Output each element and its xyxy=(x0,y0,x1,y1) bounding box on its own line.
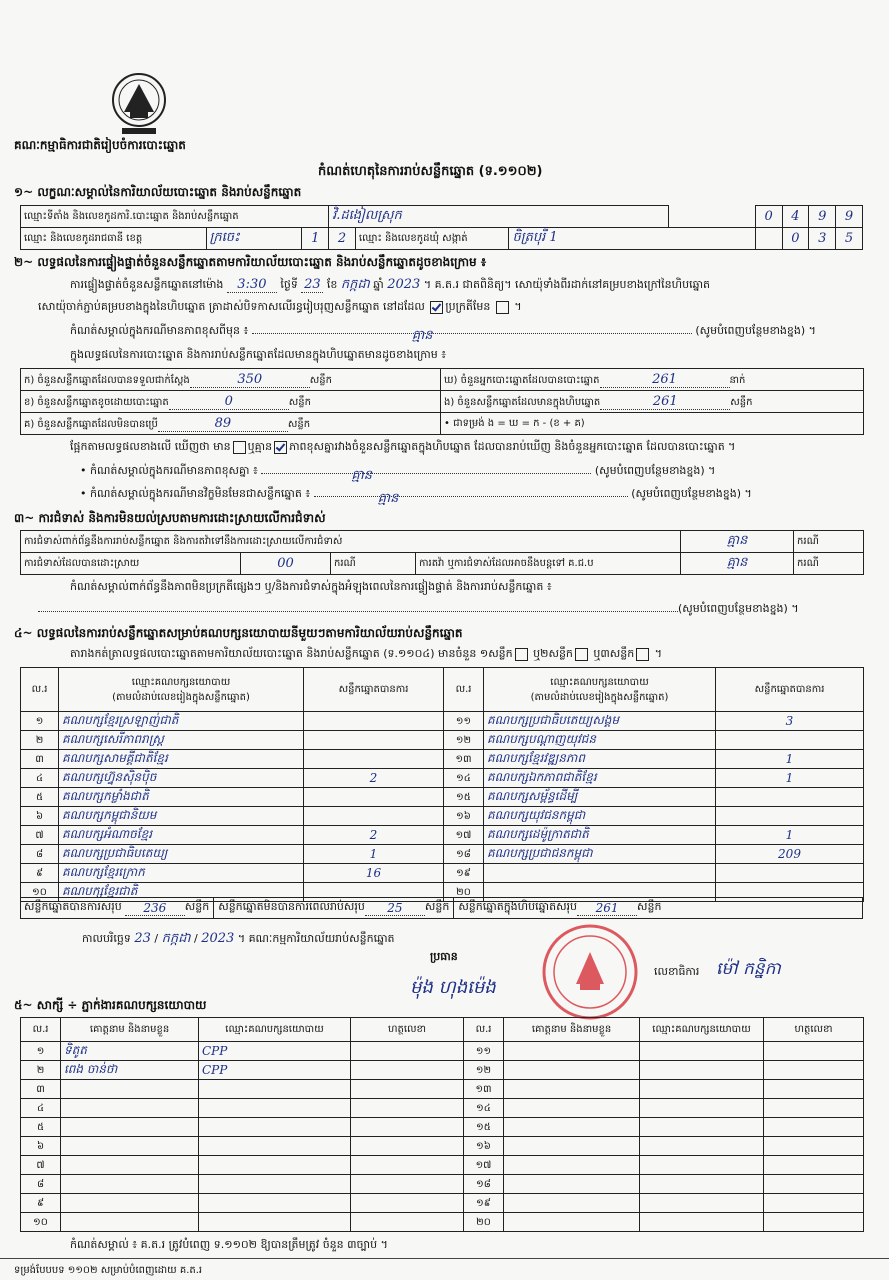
witness-name xyxy=(61,1175,199,1194)
verify-year: 2023 xyxy=(387,277,421,292)
s2-bullet1 xyxy=(80,464,716,483)
party-number: ១៥ xyxy=(444,788,484,807)
w-header-name: គោត្តនាម និងនាមខ្លួន xyxy=(504,1018,640,1042)
party-name: គណបក្សប្រជាធិបតេយ្យ xyxy=(59,845,304,864)
witness-number: ១៣ xyxy=(464,1080,504,1099)
witness-signature[interactable] xyxy=(351,1042,464,1061)
unit: សន្លឹក xyxy=(424,900,450,913)
party-name: គណបក្សសម្ព័ន្ធដើម្បី xyxy=(484,788,716,807)
diff-label: ផ្អែកតាមលទ្ធផលខាងលើ ឃើញថា មាន xyxy=(70,440,231,453)
party-name: គណបក្សសាមគ្គីជាតិខ្មែរ xyxy=(59,750,304,769)
w-header-name: គោត្តនាម និងនាមខ្លួន xyxy=(61,1018,199,1042)
party-number: ១៩ xyxy=(444,864,484,883)
party-name: គណបក្សប្រជាជនកម្ពុជា xyxy=(484,845,716,864)
witness-row xyxy=(21,1156,864,1175)
witness-party: CPP xyxy=(199,1061,351,1080)
party-row xyxy=(21,750,864,769)
party-votes: 3 xyxy=(716,712,864,731)
witness-signature[interactable] xyxy=(351,1080,464,1099)
witness-number: ១៥ xyxy=(464,1118,504,1137)
party-number: ១០ xyxy=(21,883,59,902)
party-number: ៩ xyxy=(21,864,59,883)
party-votes: 1 xyxy=(716,750,864,769)
or-word: ឬ xyxy=(533,647,541,660)
witness-table xyxy=(20,1017,864,1232)
party-votes: 209 xyxy=(716,845,864,864)
party-votes xyxy=(716,731,864,750)
witness-number: ៨ xyxy=(21,1175,61,1194)
party-votes xyxy=(716,864,864,883)
spoiled-label: ខ) ចំនួនសន្លឹកឆ្នោតខូចដោយបោះឆ្នោត xyxy=(24,396,169,408)
witness-signature[interactable] xyxy=(764,1156,864,1175)
s5-note: កំណត់សម្គាល់ ៖ គ.ត.រ ត្រូវបំពេញ ទ.១១០២ ឱ្យបានត្រឹមត្រូវ ចំនួន ៣ច្បាប់ ។ xyxy=(70,1238,388,1251)
witness-row xyxy=(21,1213,864,1232)
resolved-label: ការជំទាស់ដែលបានដោះស្រាយ xyxy=(21,553,241,575)
party-number: ៧ xyxy=(21,826,59,845)
s1-table xyxy=(20,205,863,250)
witness-number: ១៩ xyxy=(464,1194,504,1213)
party-name: គណបក្សដេម៉ូក្រាតជាតិ xyxy=(484,826,716,845)
witness-party[interactable] xyxy=(640,1118,764,1137)
witness-signature[interactable] xyxy=(764,1061,864,1080)
witness-number: ១០ xyxy=(21,1213,61,1232)
bullet1-end: (សូមបំពេញបន្ថែមខាងខ្នង) ។ xyxy=(594,464,716,477)
witness-name xyxy=(61,1118,199,1137)
committee-label: ។ គណៈកម្មការិយាល័យរាប់សន្លឹកឆ្នោត xyxy=(237,932,395,945)
witness-name[interactable] xyxy=(504,1080,640,1099)
voters-label: ឃ) ចំនួនអ្នកបោះឆ្នោតដែលបានបោះឆ្នោត xyxy=(444,374,600,386)
header-valid-votes: សន្លឹកឆ្នោតបានការ xyxy=(304,668,444,712)
verify-day-label: ថ្ងៃទី xyxy=(280,278,298,291)
received-value: 350 xyxy=(237,371,263,387)
party-row xyxy=(21,826,864,845)
party-number: ២ xyxy=(21,731,59,750)
header-no: ល.រ xyxy=(21,668,59,712)
s2-subhead: ក្នុងលទ្ធផលនៃការបោះឆ្នោត និងការរាប់សន្លឹកឆ្នោតដែលមានក្នុងហិបឆ្នោតមានដូចខាងក្រោម ៖ xyxy=(70,348,447,361)
commune-code-digit: 0 xyxy=(782,228,809,250)
witness-name[interactable] xyxy=(504,1137,640,1156)
s3-note-end: (សូមបំពេញបន្ថែមខាងខ្នង) ។ xyxy=(678,602,799,615)
party-number: ១៨ xyxy=(444,845,484,864)
commune-code-digit: 5 xyxy=(836,228,863,250)
witness-number: ១៨ xyxy=(464,1175,504,1194)
seal-text: សោយ៉ុចាក់ភ្ជាប់គម្របខាងក្នុងនៃហិបឆ្នោត ត្រាដាស់បិទកាសលើរន្ធរៀបរុញសន្លឹកឆ្នោត នៅដដែល xyxy=(38,300,425,313)
note-end: (សូមបំពេញបន្ថែមខាងខ្នង) ។ xyxy=(695,324,816,337)
witness-signature[interactable] xyxy=(351,1175,464,1194)
station-code-digit: 9 xyxy=(836,206,863,228)
witness-party[interactable] xyxy=(640,1213,764,1232)
witness-party[interactable] xyxy=(640,1137,764,1156)
s2-diff-line xyxy=(70,440,735,456)
witness-name xyxy=(61,1137,199,1156)
witness-name[interactable] xyxy=(504,1156,640,1175)
header-party: ឈ្មោះគណបក្សនយោបាយ xyxy=(131,676,231,688)
witness-signature[interactable] xyxy=(764,1194,864,1213)
bullet2-end: (សូមបំពេញបន្ថែមខាងខ្នង) ។ xyxy=(631,487,752,500)
bullet2-label: • កំណត់សម្គាល់ក្នុងករណីមានវិក្ខមិនមែនជាសន្លឹកឆ្នោត ៖ xyxy=(80,487,311,500)
formula: • ជាទម្រង់ ង = ឃ = ក - (ខ + គ) xyxy=(441,413,864,435)
party-name: គណបក្សខ្មែរវឌ្ឍនភាព xyxy=(484,750,716,769)
witness-signature[interactable] xyxy=(764,1042,864,1061)
witness-name xyxy=(61,1099,199,1118)
bullet1-value: គ្មាន xyxy=(351,468,372,483)
results-table xyxy=(20,368,864,435)
verify-month-label: ខែ xyxy=(326,278,338,291)
verify-year-label: ឆ្នាំ xyxy=(373,278,384,291)
date-year: 2023 xyxy=(201,931,235,946)
or-word: ឬ xyxy=(593,647,601,660)
unit: ករណី xyxy=(331,553,416,575)
section3-heading: ៣~ ការជំទាស់ និងការមិនយល់ស្របតាមការដោះស្រាយលើការជំទាស់ xyxy=(14,511,326,525)
party-name: គណបក្សអំណាចខ្មែរ xyxy=(59,826,304,845)
sheet3-label: ៣សន្លឹក xyxy=(600,647,635,660)
party-row xyxy=(21,731,864,750)
witness-number: ៣ xyxy=(21,1080,61,1099)
chair-signature: ម៉ុង ហុងម៉េង xyxy=(410,977,496,998)
witness-row xyxy=(21,1175,864,1194)
diff-yes-checkbox[interactable] xyxy=(233,441,246,454)
date-day: 23 xyxy=(134,931,151,946)
polling-station-label: ឈ្មោះទីតាំង និងលេខកូដការិ.បោះឆ្នោត និងរាប់សន្លឹកឆ្នោត xyxy=(21,206,329,228)
unit: សន្លឹក xyxy=(288,396,311,408)
s2-verify-line xyxy=(70,276,710,295)
unit: សន្លឹក xyxy=(287,418,311,430)
yes-checkbox[interactable] xyxy=(430,301,443,314)
witness-name xyxy=(61,1080,199,1099)
party-votes xyxy=(304,807,444,826)
unit: សន្លឹក xyxy=(184,900,210,913)
party-name: គណបក្សខ្មែរស្រឡាញ់ជាតិ xyxy=(59,712,304,731)
witness-party[interactable] xyxy=(640,1080,764,1099)
witness-row xyxy=(21,1118,864,1137)
received-label: ក) ចំនួនសន្លឹកឆ្នោតដែលបានទទួលជាក់ស្តែង xyxy=(24,374,190,386)
form-title: កំណត់ហេតុនៃការរាប់សន្លឹកឆ្នោត (ទ.១១០២) xyxy=(318,164,543,179)
witness-signature[interactable] xyxy=(351,1156,464,1175)
header-party-order: (តាមលំដាប់លេខរៀងក្នុងសន្លឹកឆ្នោត) xyxy=(112,691,250,703)
date-label: កាលបរិច្ឆេទ xyxy=(82,932,131,945)
witness-party xyxy=(199,1080,351,1099)
party-votes xyxy=(716,788,864,807)
diff-no-label: ឬគ្មាន xyxy=(247,440,273,453)
unused-value: 89 xyxy=(214,415,232,431)
witness-party[interactable] xyxy=(640,1061,764,1080)
witness-number: ៩ xyxy=(21,1194,61,1213)
sheet2-label: ២សន្លឹក xyxy=(540,647,573,660)
witness-number: ៦ xyxy=(21,1137,61,1156)
party-votes: 1 xyxy=(716,769,864,788)
verify-text: ។ គ.ត.រ ជាតពិនិត្យ។ សោយ៉ុទាំងពីរដាក់នៅគម្របខាងក្រៅនៃហិបឆ្នោត xyxy=(423,278,711,291)
date-line: កាលបរិច្ឆេទ 23 / កក្កដា / 2023 ។ គណៈកម្មការិយាល័យរាប់សន្លឹកឆ្នោត xyxy=(82,931,395,946)
province-value: ក្រចេះ xyxy=(206,228,302,250)
objections-value: គ្មាន xyxy=(681,531,794,553)
unit: សន្លឹក xyxy=(309,374,332,386)
witness-name[interactable] xyxy=(504,1194,640,1213)
appeal-value: គ្មាន xyxy=(681,553,794,575)
witness-party xyxy=(199,1175,351,1194)
note-label: កំណត់សម្គាល់ក្នុងករណីមានភាពខុសពីមុន ៖ xyxy=(70,324,249,337)
party-votes xyxy=(304,750,444,769)
valid-total-value: 236 xyxy=(143,900,167,915)
witness-name[interactable] xyxy=(504,1213,640,1232)
party-votes: 16 xyxy=(304,864,444,883)
witness-signature[interactable] xyxy=(764,1213,864,1232)
party-name: គណបក្សកម្លាំងជាតិ xyxy=(59,788,304,807)
witness-party: CPP xyxy=(199,1042,351,1061)
section1-heading: ១~ លក្ខណៈសម្គាល់នៃការិយាល័យបោះឆ្នោត និងរាប់សន្លឹកឆ្នោត xyxy=(14,185,302,199)
party-number: ១៤ xyxy=(444,769,484,788)
appeal-label: ការតវ៉ា ឬការជំទាស់ដែលអាចនឹងបន្តទៅ គ.ជ.ប xyxy=(416,553,681,575)
header-party: ឈ្មោះគណបក្សនយោបាយ xyxy=(550,676,649,688)
verify-day: 23 xyxy=(301,277,323,293)
witness-row xyxy=(21,1099,864,1118)
party-row xyxy=(21,845,864,864)
no-checkbox[interactable] xyxy=(496,301,509,314)
header-valid-votes: សន្លឹកឆ្នោតបានការ xyxy=(716,668,864,712)
party-number: ១៦ xyxy=(444,807,484,826)
witness-name[interactable] xyxy=(504,1099,640,1118)
party-number: ៦ xyxy=(21,807,59,826)
witness-signature[interactable] xyxy=(351,1194,464,1213)
org-name: គណៈកម្មាធិការជាតិរៀបចំការបោះឆ្នោត xyxy=(14,138,186,152)
unit: ករណី xyxy=(794,531,864,553)
witness-party xyxy=(199,1156,351,1175)
party-name: គណបក្សយុវជនកម្ពុជា xyxy=(484,807,716,826)
witness-row xyxy=(21,1137,864,1156)
invalid-total-value: 25 xyxy=(387,900,403,915)
header-party-order: (តាមលំដាប់លេខរៀងក្នុងសន្លឹកឆ្នោត) xyxy=(530,691,669,703)
s2-bullet2 xyxy=(80,487,752,506)
party-row xyxy=(21,864,864,883)
sheet3-checkbox[interactable] xyxy=(636,648,649,661)
party-votes: 2 xyxy=(304,769,444,788)
voters-value: 261 xyxy=(652,371,677,387)
party-number: ៥ xyxy=(21,788,59,807)
valid-total-label: សន្លឹកឆ្នោតបានការសរុប xyxy=(24,900,122,913)
witness-signature[interactable] xyxy=(764,1080,864,1099)
in-box-value: 261 xyxy=(652,393,678,409)
witness-number: ២០ xyxy=(464,1213,504,1232)
commune-code-digit: 3 xyxy=(809,228,836,250)
witness-number: ១ xyxy=(21,1042,61,1061)
party-name: គណបក្សសេរីភាពរាស្ត្រ xyxy=(59,731,304,750)
section5-heading: ៥~ សាក្សី ÷ ភ្នាក់ងារគណបក្សនយោបាយ xyxy=(14,998,207,1012)
party-row xyxy=(21,788,864,807)
section2-heading: ២~ លទ្ធផលនៃការផ្ទៀងផ្ទាត់ចំនួនសន្លឹកឆ្នោតតាមការិយាល័យបោះឆ្នោត និងរាប់សន្លឹកឆ្នោតដូចខាងក្រោម ៖ xyxy=(14,255,487,269)
witness-number: ១៦ xyxy=(464,1137,504,1156)
diff-text: ភាពខុសគ្នារវាងចំនួនសន្លឹកឆ្នោតក្នុងហិបឆ្នោត ដែលបានរាប់ឃើញ និងចំនួនអ្នកបោះឆ្នោត ដែលបានបោះឆ្នោត ។ xyxy=(289,440,736,453)
witness-name: ពេង ចាន់ថា xyxy=(61,1061,199,1080)
polling-station-value: វិ.ដងៀលស្រុក xyxy=(332,208,402,223)
party-votes xyxy=(304,712,444,731)
unit: សន្លឹក xyxy=(637,900,662,913)
in-box-label: ង) ចំនួនសន្លឹកឆ្នោតដែលមានក្នុងហិបឆ្នោត xyxy=(444,396,601,408)
witness-row xyxy=(21,1080,864,1099)
diff-no-checkbox[interactable] xyxy=(274,441,287,454)
witness-number: ២ xyxy=(21,1061,61,1080)
unused-label: គ) ចំនួនសន្លឹកឆ្នោតដែលមិនបានប្រើ xyxy=(24,418,158,430)
party-number: ១២ xyxy=(444,731,484,750)
verify-time: 3:30 xyxy=(227,277,277,293)
nec-logo xyxy=(110,70,168,138)
party-row xyxy=(21,769,864,788)
witness-party xyxy=(199,1118,351,1137)
form-footer: ទម្រង់បែបបទ ១១០២ សម្រាប់បំពេញដោយ គ.ត.រ xyxy=(14,1265,203,1276)
party-number: ៣ xyxy=(21,750,59,769)
witness-name xyxy=(61,1213,199,1232)
intro-text: តារាងកត់ត្រាលទ្ធផលបោះឆ្នោតតាមការិយាល័យបោះឆ្នោត និងរាប់សន្លឹកឆ្នោត (ទ.១១០៤) មានចំនួន ១សន្លឹក xyxy=(70,647,513,660)
witness-number: ១១ xyxy=(464,1042,504,1061)
date-month: កក្កដា xyxy=(161,931,191,946)
witness-signature[interactable] xyxy=(351,1213,464,1232)
witness-name[interactable] xyxy=(504,1118,640,1137)
province-code-digit: 1 xyxy=(302,228,329,250)
party-name xyxy=(484,864,716,883)
witness-number: ៥ xyxy=(21,1118,61,1137)
box-total-label: សន្លឹកឆ្នោតក្នុងហិបឆ្នោតសរុប xyxy=(458,900,578,913)
party-name: គណបក្សខ្មែរជាតិ xyxy=(59,883,304,902)
province-label: ឈ្មោះ និងលេខកូដរាជធានី ខេត្ត xyxy=(21,228,207,250)
party-number: ១១ xyxy=(444,712,484,731)
resolved-value: 00 xyxy=(241,553,331,575)
witness-name[interactable] xyxy=(504,1175,640,1194)
witness-number: ៤ xyxy=(21,1099,61,1118)
party-number: ១៣ xyxy=(444,750,484,769)
w-header-signature: ហត្ថលេខា xyxy=(351,1018,464,1042)
party-name: គណបក្សហ្វ៊ុនស៊ិនប៉ិច xyxy=(59,769,304,788)
witness-signature[interactable] xyxy=(351,1118,464,1137)
unit: នាក់ xyxy=(729,374,746,386)
secretary-label: លេខាធិការ xyxy=(654,965,700,978)
station-code-digit: 4 xyxy=(782,206,809,228)
witness-signature[interactable] xyxy=(351,1061,464,1080)
witness-number: ១២ xyxy=(464,1061,504,1080)
party-name: គណបក្សបណ្តាញយុវជន xyxy=(484,731,716,750)
witness-party xyxy=(199,1213,351,1232)
party-name: គណបក្សខ្មែរក្រោក xyxy=(59,864,304,883)
w-header-party: ឈ្មោះគណបក្សនយោបាយ xyxy=(199,1018,351,1042)
secretary-signature: ម៉ៅ កន្និកា xyxy=(716,959,781,979)
unit: ករណី xyxy=(794,553,864,575)
w-header-no: ល.រ xyxy=(464,1018,504,1042)
spoiled-value: 0 xyxy=(224,393,233,409)
s2-seal-line: សោយ៉ុចាក់ភ្ជាប់គម្របខាងក្នុងនៃហិបឆ្នោត ត្រាដាស់បិទកាសលើរន្ធរៀបរុញសន្លឹកឆ្នោត នៅដដែល ប្រក្រតីមែន ។ xyxy=(38,300,522,313)
party-votes xyxy=(304,731,444,750)
witness-party xyxy=(199,1137,351,1156)
bullet1-label: • កំណត់សម្គាល់ក្នុងករណីមានភាពខុសគ្នា ៖ xyxy=(80,464,258,477)
sheet2-checkbox[interactable] xyxy=(575,648,588,661)
witness-signature[interactable] xyxy=(764,1099,864,1118)
commune-label: ឈ្មោះ និងលេខកូដឃុំ សង្កាត់ xyxy=(355,228,509,250)
witness-name xyxy=(61,1156,199,1175)
box-total-value: 261 xyxy=(595,900,619,915)
party-row xyxy=(21,712,864,731)
witness-party[interactable] xyxy=(640,1194,764,1213)
note-value: គ្មាន xyxy=(411,328,433,343)
party-number: ៨ xyxy=(21,845,59,864)
witness-signature[interactable] xyxy=(764,1118,864,1137)
witness-party[interactable] xyxy=(640,1042,764,1061)
w-header-no: ល.រ xyxy=(21,1018,61,1042)
s3-note-line xyxy=(38,602,799,618)
party-votes: 1 xyxy=(716,826,864,845)
party-number: ២០ xyxy=(444,883,484,902)
witness-party xyxy=(199,1194,351,1213)
verify-month: កក្កដា xyxy=(340,277,370,292)
yes-label: ប្រក្រតីមែន xyxy=(445,300,491,313)
party-votes xyxy=(304,788,444,807)
party-votes: 1 xyxy=(304,845,444,864)
section4-heading: ៤~ លទ្ធផលនៃការរាប់សន្លឹកឆ្នោតសម្រាប់គណបក្សនយោបាយនីមួយៗតាមការិយាល័យរាប់សន្លឹកឆ្នោត xyxy=(14,626,463,640)
witness-row xyxy=(21,1042,864,1061)
w-header-signature: ហត្ថលេខា xyxy=(764,1018,864,1042)
totals-row xyxy=(20,897,863,919)
official-stamp xyxy=(540,922,640,1022)
party-number: ១ xyxy=(21,712,59,731)
witness-party[interactable] xyxy=(640,1099,764,1118)
party-name: គណបក្សប្រជាធិបតេយ្យសង្គម xyxy=(484,712,716,731)
witness-row xyxy=(21,1061,864,1080)
witness-number: ៧ xyxy=(21,1156,61,1175)
witness-name[interactable] xyxy=(504,1042,640,1061)
witness-name[interactable] xyxy=(504,1061,640,1080)
party-votes xyxy=(716,807,864,826)
objections-table xyxy=(20,530,864,575)
s3-note: កំណត់សម្គាល់ពាក់ព័ន្ធនឹងភាពមិនប្រក្រតីផ្សេងៗ ឬ/និងការជំទាស់ក្នុងអំឡុងពេលនៃការផ្ទៀងផ្ទាត់ និងការរាប់សន្លឹកឆ្នោត ៖ xyxy=(70,580,552,593)
station-code-digit: 9 xyxy=(809,206,836,228)
province-code-digit: 2 xyxy=(329,228,356,250)
witness-row xyxy=(21,1194,864,1213)
party-number: ១៧ xyxy=(444,826,484,845)
chair-label: ប្រធាន xyxy=(430,950,458,963)
party-name: គណបក្សកម្ពុជានិយម xyxy=(59,807,304,826)
witness-signature[interactable] xyxy=(351,1099,464,1118)
w-header-party: ឈ្មោះគណបក្សនយោបាយ xyxy=(640,1018,764,1042)
s4-intro: តារាងកត់ត្រាលទ្ធផលបោះឆ្នោតតាមការិយាល័យបោះឆ្នោត និងរាប់សន្លឹកឆ្នោត (ទ.១១០៤) មានចំនួន ១សន្លឹក ឬ២សន្លឹក ឬ៣សន្លឹក ។ xyxy=(70,647,662,660)
unit: សន្លឹក xyxy=(730,396,753,408)
bullet2-value: គ្មាន xyxy=(377,491,399,506)
commune-value: ចិត្របុរី 1 xyxy=(509,228,755,250)
witness-party[interactable] xyxy=(640,1175,764,1194)
witness-party[interactable] xyxy=(640,1156,764,1175)
witness-number: ១៧ xyxy=(464,1156,504,1175)
witness-name xyxy=(61,1194,199,1213)
s2-note-line xyxy=(70,324,816,343)
witness-number: ១៤ xyxy=(464,1099,504,1118)
party-row xyxy=(21,807,864,826)
verify-time-label: ការផ្ទៀងផ្ទាត់ចំនួនសន្លឹកឆ្នោតនៅម៉ោង xyxy=(70,278,224,291)
sheet1-checkbox[interactable] xyxy=(515,648,528,661)
party-number: ៤ xyxy=(21,769,59,788)
party-votes: 2 xyxy=(304,826,444,845)
witness-signature[interactable] xyxy=(764,1175,864,1194)
witness-signature[interactable] xyxy=(764,1137,864,1156)
party-name: គណបក្សឯកភាពជាតិខ្មែរ xyxy=(484,769,716,788)
invalid-total-label: សន្លឹកឆ្នោតមិនបានការពេលរាប់សរុប xyxy=(218,900,365,913)
witness-signature[interactable] xyxy=(351,1137,464,1156)
station-code-digit: 0 xyxy=(755,206,782,228)
witness-party xyxy=(199,1099,351,1118)
objections-label: ការជំទាស់ពាក់ព័ន្ធនឹងការរាប់សន្លឹកឆ្នោត និងការតវ៉ាទៅនឹងការដោះស្រាយលើការជំទាស់ xyxy=(21,531,681,553)
party-results-table xyxy=(20,667,864,902)
witness-name: ទិតូត xyxy=(61,1042,199,1061)
header-no: ល.រ xyxy=(444,668,484,712)
